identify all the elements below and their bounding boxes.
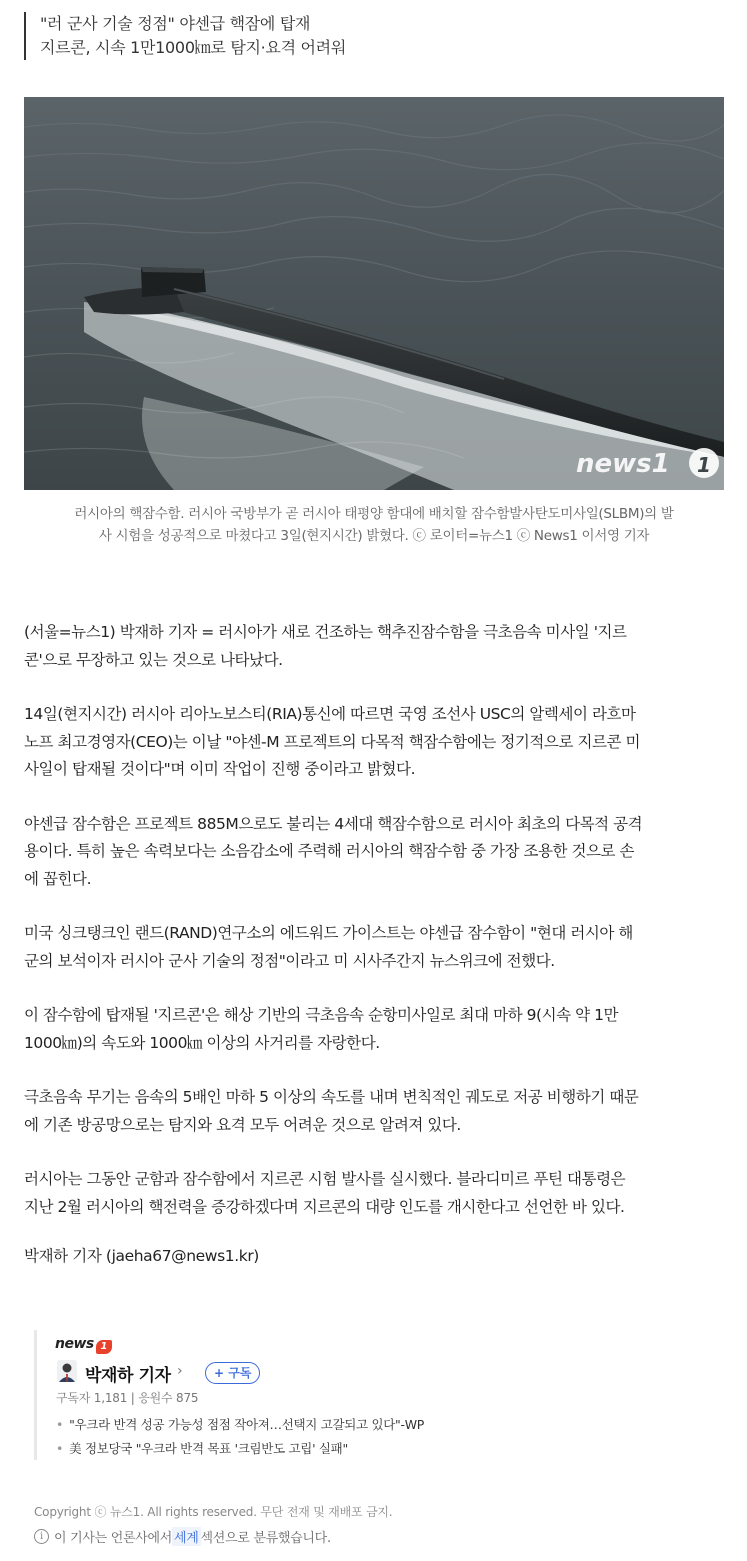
paragraph: 이 잠수함에 탑재될 '지르콘'은 해상 기반의 극초음속 순항미사일로 최대 마하 9(시속 약 1만 1000㎞)의 속도와 1000㎞ 이상의 사거리를 자랑한다. [24, 1006, 619, 1052]
bullet-icon: • [56, 1441, 64, 1456]
related-article-link[interactable]: • "우크라 반격 성공 가능성 점점 작아져…선택지 고갈되고 있다"-WP [56, 1417, 425, 1432]
caption-line-2: 사 시험을 성공적으로 마쳤다고 3일(현지시간) 밝혔다. ⓒ 로이터=뉴스1 ⓒ News1 이서영 기자 [98, 528, 650, 544]
news1-logo: news 1 [55, 1336, 112, 1354]
subtitle-line-2: 지르콘, 시속 1만1000㎞로 탐지·요격 어려워 [40, 38, 346, 57]
subscribe-button[interactable]: + 구독 [205, 1362, 260, 1384]
reporter-card [34, 1330, 454, 1460]
section-link-world[interactable]: 세계 [172, 1527, 201, 1546]
reporter-stats: 구독자 1,181 | 응원수 875 [56, 1391, 199, 1405]
info-icon: i [34, 1529, 49, 1544]
caption-line-1: 러시아의 핵잠수함. 러시아 국방부가 곧 러시아 태평양 함대에 배치할 잠수함발사탄도미사일(SLBM)의 발 [74, 506, 674, 522]
subtitle-line-1: "러 군사 기술 정점" 야센급 핵잠에 탑재 [40, 14, 311, 33]
svg-text:1: 1 [697, 453, 711, 477]
paragraph: 야센급 잠수함은 프로젝트 885M으로도 불리는 4세대 핵잠수함으로 러시아 최초의 다목적 공격 용이다. 특히 높은 속력보다는 소음감소에 주력해 러시아의 핵잠수함 중 가장 조용한 것으로 손 에 꼽힌다. [24, 814, 643, 888]
bullet-icon: • [56, 1417, 64, 1432]
article-byline: 박재하 기자 (jaeha67@news1.kr) [24, 1247, 259, 1265]
news1-watermark: news1 [576, 449, 670, 479]
paragraph: (서울=뉴스1) 박재하 기자 = 러시아가 새로 건조하는 핵추진잠수함을 극초음속 미사일 '지르 콘'으로 무장하고 있는 것으로 나타났다. [24, 623, 627, 669]
related-article-link[interactable]: • 美 정보당국 "우크라 반격 목표 '크림반도 고립' 실패" [56, 1441, 348, 1456]
reporter-name-link[interactable]: 박재하 기자 [85, 1366, 171, 1386]
article-photo [24, 97, 724, 490]
paragraph: 러시아는 그동안 군함과 잠수함에서 지르콘 시험 발사를 실시했다. 블라디미르 푸틴 대통령은 지난 2월 러시아의 핵전력을 증강하겠다며 지르콘의 대량 인도를 개시한다고 선언한 바 있다. [24, 1170, 626, 1216]
section-classification: i 이 기사는 언론사에서 세계 섹션으로 분류했습니다. [34, 1527, 331, 1546]
article-subtitle [24, 12, 346, 60]
photo-caption [24, 503, 724, 547]
paragraph: 극초음속 무기는 음속의 5배인 마하 5 이상의 속도를 내며 변칙적인 궤도로 저공 비행하기 때문 에 기존 방공망으로는 탐지와 요격 모두 어려운 것으로 알려져 있다. [24, 1088, 639, 1134]
avatar[interactable] [57, 1360, 77, 1382]
article-body [24, 619, 724, 1248]
chevron-right-icon[interactable]: › [177, 1363, 183, 1379]
copyright-notice: Copyright ⓒ 뉴스1. All rights reserved. 무단 전재 및 재배포 금지. [34, 1505, 393, 1519]
paragraph: 미국 싱크탱크인 랜드(RAND)연구소의 에드워드 가이스트는 야센급 잠수함이 "현대 러시아 해 군의 보석이자 러시아 군사 기술의 정점"이라고 미 시사주간지 뉴스위크에 전했다. [24, 924, 633, 970]
paragraph: 14일(현지시간) 러시아 리아노보스티(RIA)통신에 따르면 국영 조선사 USC의 알렉세이 라흐마 노프 최고경영자(CEO)는 이날 "야센-M 프로젝트의 다목적 핵잠수함에는 정기적으로 지르콘 미 사일이 탑재될 것이다"며 이미 작업이 진행 중이라고 밝혔다. [24, 705, 641, 778]
